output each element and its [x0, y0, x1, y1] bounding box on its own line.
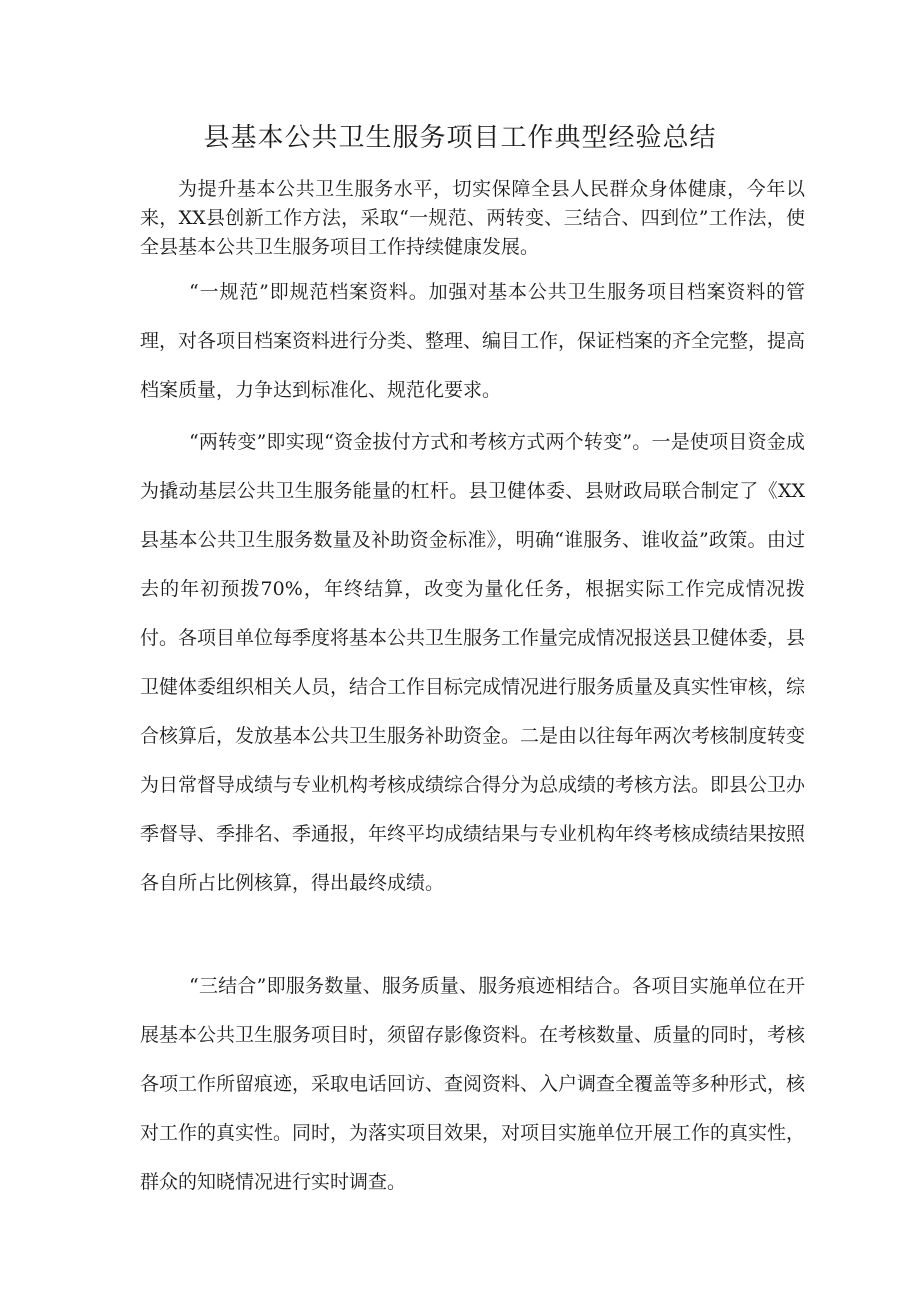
document-title: 县基本公共卫生服务项目工作典型经验总结 — [203, 123, 717, 153]
paragraph-three-combinations: “三结合”即服务数量、服务质量、服务痕迹相结合。各项目实施单位在开展基本公共卫生服务项目时，须留存影像资料。在考核数量、质量的同时，考核各项工作所留痕迹，采取电话回访、查阅资料、入户调查全覆盖等多种形式，核对工作的真实性。同时，为落实项目效果，对项目实施单位开展工作的真实性，群众的知晓情况进行实时调查。 — [140, 975, 806, 1193]
intro-paragraph: 为提升基本公共卫生服务水平，切实保障全县人民群众身体健康，今年以来，XX县创新工作方法，采取“一规范、两转变、三结合、四到位”工作法，使全县基本公共卫生服务项目工作持续健康发展。 — [140, 178, 805, 258]
paragraph-one-standard: “一规范”即规范档案资料。加强对基本公共卫生服务项目档案资料的管理，对各项目档案资料进行分类、整理、编目工作，保证档案的齐全完整，提高档案质量，力争达到标准化、规范化要求。 — [140, 281, 806, 401]
paragraph-two-transformations: “两转变”即实现“资金拔付方式和考核方式两个转变”。一是使项目资金成为撬动基层公共卫生服务能量的杠杆。县卫健体委、县财政局联合制定了《XX县基本公共卫生服务数量及补助资金标准》，明确“谁服务、谁收益”政策。由过去的年初预拨70%，年终结算，改变为量化任务，根据实际工作完成情况拨付。各项目单位每季度将基本公共卫生服务工作量完成情况报送县卫健体委，县卫健体委组织相关人员，结合工作目标完成情况进行服务质量及真实性审核，综合核算后，发放基本公共卫生服务补助资金。二是由以往每年两次考核制度转变为日常督导成绩与专业机构考核成绩综合得分为总成绩的考核方法。即县公卫办季督导、季排名、季通报，年终平均成绩结果与专业机构年终考核成绩结果按照各自所占比例核算，得出最终成绩。 — [140, 431, 806, 894]
